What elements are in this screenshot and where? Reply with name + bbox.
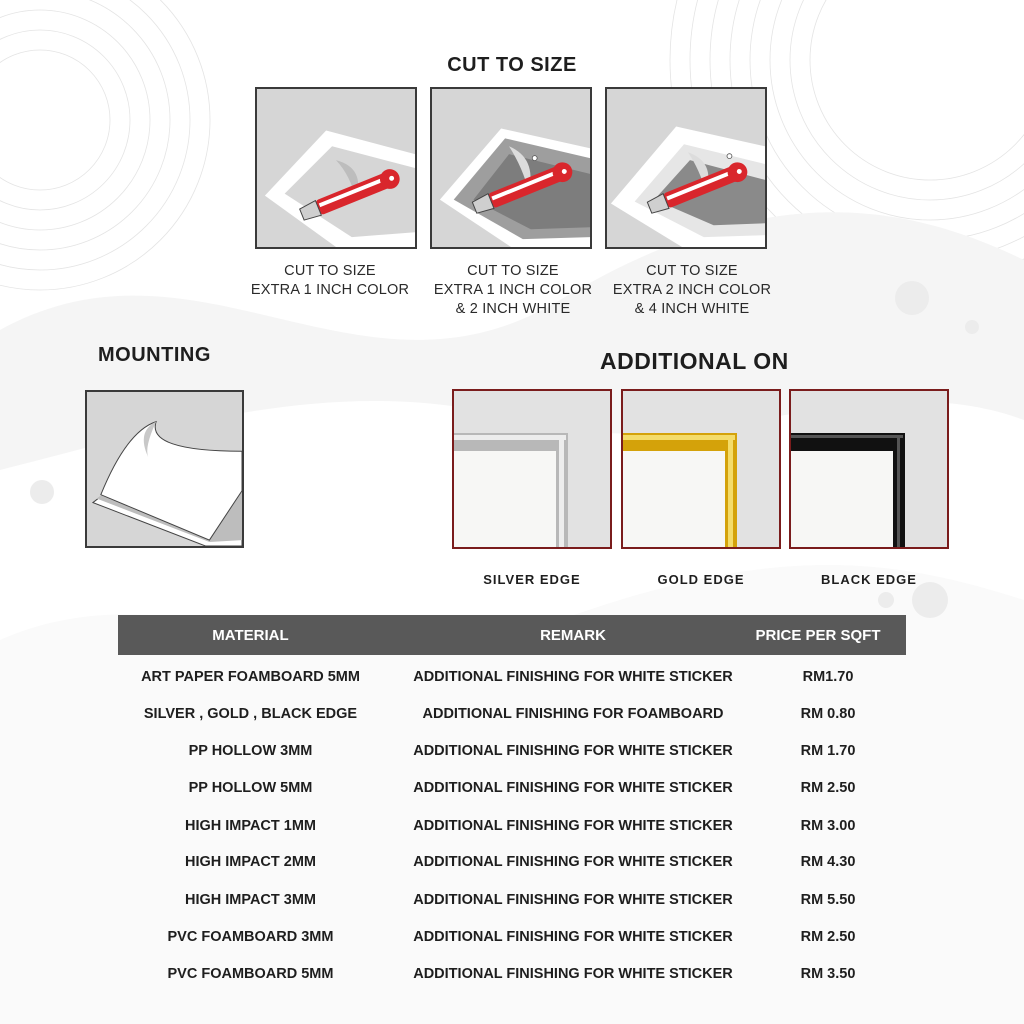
gold-edge-photo [621, 389, 781, 549]
silver-edge-label: SILVER EDGE [483, 572, 581, 587]
cut-option-2-caption [423, 262, 603, 319]
cell-remark: ADDITIONAL FINISHING FOR WHITE STICKER [413, 780, 733, 796]
silver-edge-photo [452, 389, 612, 549]
black-edge-photo [789, 389, 949, 549]
table-row [118, 815, 906, 839]
cut-option-2-illustration [430, 87, 592, 249]
caption-line: EXTRA 1 INCH COLOR [250, 282, 410, 298]
cell-price: RM1.70 [802, 669, 854, 685]
table-row [118, 889, 906, 913]
table-row [118, 963, 906, 987]
cell-price: RM 0.80 [800, 706, 856, 722]
cell-price: RM 2.50 [800, 780, 856, 796]
cut-option-1-illustration [255, 87, 417, 249]
cell-price: RM 5.50 [800, 892, 856, 908]
cell-price: RM 4.30 [800, 854, 856, 870]
caption-line: EXTRA 1 INCH COLOR [433, 282, 593, 298]
table-row [118, 740, 906, 764]
cell-price: RM 3.00 [800, 818, 856, 834]
cutter-knife-icon [607, 89, 765, 247]
black-edge-label: BLACK EDGE [821, 572, 917, 587]
table-row [118, 926, 906, 950]
cell-remark: ADDITIONAL FINISHING FOR WHITE STICKER [413, 966, 733, 982]
mounting-title: MOUNTING [98, 344, 211, 366]
cell-material: ART PAPER FOAMBOARD 5MM [141, 669, 360, 685]
cell-material: PVC FOAMBOARD 3MM [167, 929, 334, 945]
cutter-knife-icon [432, 89, 590, 247]
cutter-knife-icon [257, 89, 415, 247]
cell-material: HIGH IMPACT 1MM [184, 818, 317, 834]
cell-remark: ADDITIONAL FINISHING FOR FOAMBOARD [422, 706, 724, 722]
table-row [118, 703, 906, 727]
cut-option-3-caption [602, 262, 782, 319]
cut-option-1-caption [240, 262, 420, 300]
caption-line: CUT TO SIZE [467, 263, 559, 279]
cut-to-size-title: CUT TO SIZE [447, 54, 577, 76]
table-row [118, 666, 906, 690]
cell-remark: ADDITIONAL FINISHING FOR WHITE STICKER [413, 892, 733, 908]
caption-line: EXTRA 2 INCH COLOR [612, 282, 772, 298]
caption-line: & 2 INCH WHITE [455, 301, 571, 317]
header-price: PRICE PER SQFT [755, 627, 881, 644]
cell-material: PP HOLLOW 3MM [188, 743, 313, 759]
cell-remark: ADDITIONAL FINISHING FOR WHITE STICKER [413, 818, 733, 834]
mounting-illustration [85, 390, 244, 548]
price-table-header [118, 615, 906, 655]
cut-option-3-illustration [605, 87, 767, 249]
cell-material: PVC FOAMBOARD 5MM [167, 966, 334, 982]
table-row [118, 851, 906, 875]
caption-line: & 4 INCH WHITE [634, 301, 750, 317]
header-remark: REMARK [540, 627, 606, 644]
cell-material: SILVER , GOLD , BLACK EDGE [143, 706, 358, 722]
gold-edge-label: GOLD EDGE [657, 572, 745, 587]
additional-on-title: ADDITIONAL ON [600, 348, 789, 374]
cell-price: RM 1.70 [800, 743, 856, 759]
header-material: MATERIAL [212, 627, 289, 644]
cell-remark: ADDITIONAL FINISHING FOR WHITE STICKER [413, 929, 733, 945]
caption-line: CUT TO SIZE [646, 263, 738, 279]
cell-material: HIGH IMPACT 3MM [184, 892, 317, 908]
cell-price: RM 3.50 [800, 966, 856, 982]
cell-material: PP HOLLOW 5MM [188, 780, 313, 796]
cell-material: HIGH IMPACT 2MM [184, 854, 317, 870]
peel-sticker-icon [87, 392, 242, 546]
caption-line: CUT TO SIZE [284, 263, 376, 279]
table-row [118, 777, 906, 801]
cell-remark: ADDITIONAL FINISHING FOR WHITE STICKER [413, 743, 733, 759]
cell-remark: ADDITIONAL FINISHING FOR WHITE STICKER [413, 854, 733, 870]
cell-price: RM 2.50 [800, 929, 856, 945]
cell-remark: ADDITIONAL FINISHING FOR WHITE STICKER [413, 669, 733, 685]
